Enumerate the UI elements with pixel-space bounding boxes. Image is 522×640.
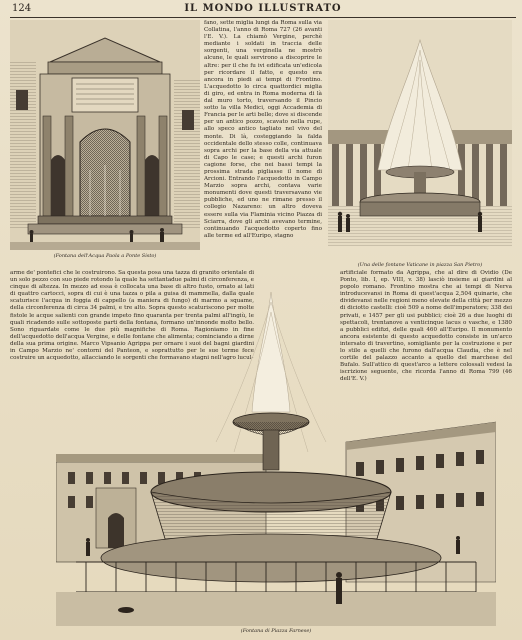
caption-vatican-fountain: (Una delle fontane Vaticane in piazza San Pietro): [357, 262, 483, 268]
caption-acqua-paola: (Fontana dell'Acqua Paola a Ponte Sisto): [53, 253, 157, 259]
farnese-fountain-illustration: [56, 292, 496, 626]
caption-piazza-farnese: (Fontana di Piazza Farnese): [240, 628, 312, 634]
text-column-top-middle: fano, sette miglia lungi da Roma sulla via Collatina, l'anno di Roma 727 (26 avanti l'E. V.). La chiamò Vergine, perchè mediante i soldati in traccia delle sorgenti, una verginella ne mostrò alcune, le quali servirono a discoprire le altre: per il che fu ivi edificata un'edicola per ricordare il fatto, e questo era ancora in piedi ai tempi di Frontino. L'acquedotto lo circa quattordici miglia di giro, ed entra in Roma moderna di là dal muro torto, traversando il Pincio sotto la villa Medici, oggi Accademia di Francia per le arti belle; dove si discende per un antico pozzo, scavato nella rupe, allo speco antico tagliato nel vivo del monte. Di là, costeggiando la falda occidentale dello stesso colle, continuava sopra archi per la base della via attuale di Capo le case; e questi archi furon cagione forse, che nei bassi tempi la prossima strada pigliasse il nome di Arcioni. Entrando l'acquedotto in Campo Marzio sopra archi, contava varie monumenti dove questi traversavano vie pubbliche, ed uno ne rimane presso il collegio Nazareno: un altro doveva essere sulla via Flaminia vicino Piazza di Sciarra, dove gli archi avevano termine, continuando l'acquedotto coperto fino alle terme ed all'Euripo, stagno: [204, 20, 322, 239]
engraving-acqua-paola: [10, 20, 200, 250]
engraving-piazza-farnese: [56, 292, 496, 626]
text-column-middle-left: arme de' pontefici che le costruirono. Sa questa posa una tazza di granito orientale di un solo pezzo con suo piede rotondo la quale ha settantadue palmi di circonferenza, e cinque di altezza. In mezzo ad essa è collocata una base di altro fusto, ornato ai lati di quattro cartocci, sopra di cui è una tazza o pila a guisa di mammella, dalla quale scaturisce l'acqua in foggia di cappello (a maniera di fungo) di marmo a squame, della circonferenza di circa 34 palmi, e tre alto. Sopra questo scaturiscono per molte fistole le acque salienti con grande impeto fino quaranta per trenta palmi all'ingiù, le quali ricadendo sulle sottoposte parti della fontana, formano un'innonde molto bello. Sono riguardate come le due più magnifiche di Roma. Ragioniamo in fine dell'acquedotto dell'acqua Vergine, e delle fontane che alimenta; cominciando a dirne della sua prima origine. Marco Vipsanio Agrippa per ornare i suoi del bagni giardini in Campo Marzio ne' contorni del Panteon, e soprattutto per le sue terme fece costruire un acquedotto, allacciando le sorgenti che formavano stagni nell'agro lucul-: [10, 270, 254, 362]
page-header: [10, 2, 516, 18]
text-column-middle-right: artificiale formato da Agrippa, che al dire di Ovidio (De Ponto, lib. I, ep. VIII, v. 38) lasciò insieme ai giardini al popolo romano. Frontino mostra che ai tempi di Nerva introducevansi in Roma di quest'acqua 2,504 quinarie, che dividevansi nelle regioni meno elevate della città per mezzo di diciotto castelli: cioè 509 a nome dell'imperatore; 338 dei privati, e 1457 per gli usi pubblici; cioè 26 a due luoghi di spettacoli, trentanove a venticinque lacus o vasche, e 1380 a pubblici edifizi, delle quali 460 all'Euripo. Il monumento ancora esistente di questo acquedotto consiste in un'arco intersato di travertino, somigliante per la costruzione e per lo stile a quelli che furono dall'acqua Claudia, che è nel cortile del palazzo accanto a quello del marchese del Bufalo. Sull'attico di quest'arco a lettere colossali vedesi la iscrizione seguente, che ricorda l'anno di Roma 799 (46 dell'E. V.): [340, 270, 512, 383]
acqua-paola-illustration: [10, 20, 200, 250]
page-number: 124: [12, 3, 32, 14]
vatican-fountain-illustration: [328, 20, 512, 246]
running-title: IL MONDO ILLUSTRATO: [184, 3, 342, 14]
engraving-vatican-fountain: [328, 20, 512, 246]
